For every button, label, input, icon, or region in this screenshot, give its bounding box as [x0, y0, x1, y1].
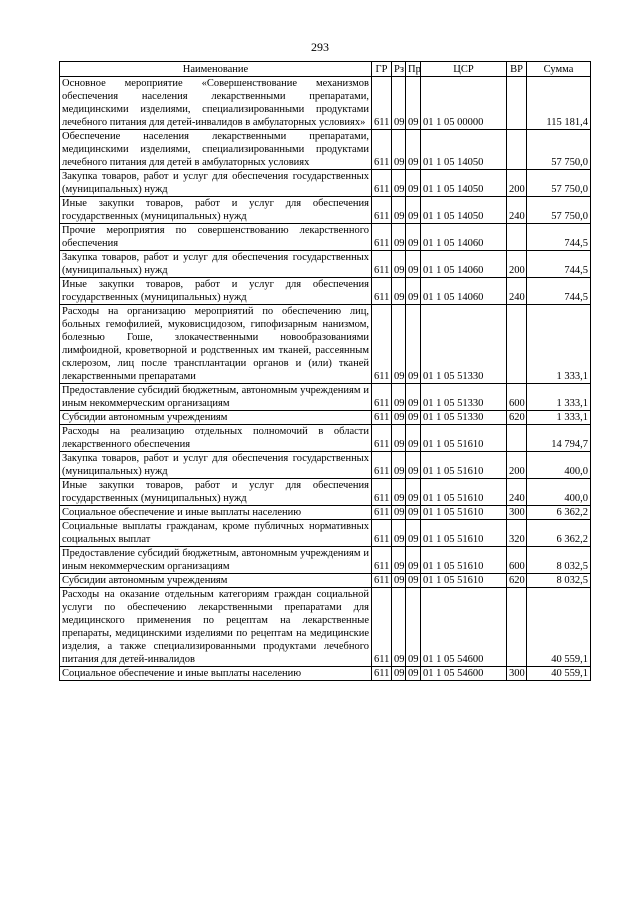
table-row	[60, 425, 591, 452]
row-csr: 01 1 05 14050	[421, 170, 507, 197]
row-csr: 01 1 05 14060	[421, 251, 507, 278]
row-rz: 09	[392, 278, 406, 305]
row-csr: 01 1 05 00000	[421, 77, 507, 130]
row-pr: 09	[406, 77, 421, 130]
row-name: Предоставление субсидий бюджетным, автономным учреждениям и иным некоммерческим организациям	[60, 547, 372, 574]
row-csr: 01 1 05 14050	[421, 197, 507, 224]
table-row	[60, 305, 591, 384]
table-row	[60, 77, 591, 130]
row-vr: 620	[507, 574, 527, 588]
row-pr: 09	[406, 130, 421, 170]
row-pr: 09	[406, 452, 421, 479]
row-csr: 01 1 05 51610	[421, 425, 507, 452]
row-vr: 620	[507, 411, 527, 425]
row-rz: 09	[392, 520, 406, 547]
row-gr: 611	[372, 305, 392, 384]
row-sum: 40 559,1	[527, 667, 591, 681]
row-name: Расходы на организацию мероприятий по обеспечению лиц, больных гемофилией, муковисцидозом, гипофизарным нанизмом, болезнью Гоше, злокачественными новообразованиями лимфоидной, кроветворной и родственных им тканей, рассеянным склерозом, лиц после трансплантации органов и (или) тканей лекарственными препаратами	[60, 305, 372, 384]
row-vr	[507, 305, 527, 384]
header-row	[60, 62, 591, 77]
row-gr: 611	[372, 130, 392, 170]
row-vr	[507, 224, 527, 251]
row-sum: 744,5	[527, 224, 591, 251]
row-csr: 01 1 05 51610	[421, 547, 507, 574]
row-name: Расходы на оказание отдельным категориям граждан социальной услуги по обеспечению лекарственными препаратами для медицинского применения по рецептам на лекарственные препараты, медицинскими изделиями по рецептам на медицинские изделия, а также специализированными продуктами лечебного питания для детей-инвалидов	[60, 588, 372, 667]
row-name: Иные закупки товаров, работ и услуг для обеспечения государственных (муниципальных) нужд	[60, 479, 372, 506]
row-pr: 09	[406, 305, 421, 384]
row-rz: 09	[392, 479, 406, 506]
row-name: Закупка товаров, работ и услуг для обеспечения государственных (муниципальных) нужд	[60, 251, 372, 278]
table-row	[60, 588, 591, 667]
row-sum: 115 181,4	[527, 77, 591, 130]
row-vr: 300	[507, 506, 527, 520]
row-pr: 09	[406, 278, 421, 305]
row-vr	[507, 588, 527, 667]
row-gr: 611	[372, 588, 392, 667]
row-gr: 611	[372, 224, 392, 251]
row-pr: 09	[406, 251, 421, 278]
row-rz: 09	[392, 130, 406, 170]
table-row	[60, 278, 591, 305]
row-name: Предоставление субсидий бюджетным, автономным учреждениям и иным некоммерческим организациям	[60, 384, 372, 411]
row-sum: 57 750,0	[527, 130, 591, 170]
row-name: Обеспечение населения лекарственными препаратами, медицинскими изделиями, специализированными продуктами лечебного питания для детей в амбулаторных условиях	[60, 130, 372, 170]
budget-table	[59, 61, 591, 681]
row-vr: 200	[507, 452, 527, 479]
row-vr: 600	[507, 384, 527, 411]
row-gr: 611	[372, 411, 392, 425]
row-sum: 1 333,1	[527, 305, 591, 384]
row-csr: 01 1 05 51610	[421, 479, 507, 506]
row-sum: 40 559,1	[527, 588, 591, 667]
table-row	[60, 452, 591, 479]
row-gr: 611	[372, 251, 392, 278]
header-gr: ГР	[372, 62, 392, 77]
row-rz: 09	[392, 425, 406, 452]
row-pr: 09	[406, 425, 421, 452]
row-pr: 09	[406, 479, 421, 506]
row-rz: 09	[392, 251, 406, 278]
row-vr: 200	[507, 251, 527, 278]
row-rz: 09	[392, 411, 406, 425]
row-sum: 1 333,1	[527, 411, 591, 425]
row-sum: 6 362,2	[527, 520, 591, 547]
row-gr: 611	[372, 170, 392, 197]
row-gr: 611	[372, 479, 392, 506]
row-pr: 09	[406, 574, 421, 588]
row-pr: 09	[406, 667, 421, 681]
row-name: Расходы на реализацию отдельных полномочий в области лекарственного обеспечения	[60, 425, 372, 452]
header-sum: Сумма	[527, 62, 591, 77]
row-vr	[507, 130, 527, 170]
row-vr: 240	[507, 197, 527, 224]
row-sum: 744,5	[527, 278, 591, 305]
row-sum: 1 333,1	[527, 384, 591, 411]
table-row	[60, 384, 591, 411]
table-row	[60, 574, 591, 588]
row-vr: 600	[507, 547, 527, 574]
row-csr: 01 1 05 14050	[421, 130, 507, 170]
row-gr: 611	[372, 384, 392, 411]
table-row	[60, 224, 591, 251]
row-pr: 09	[406, 197, 421, 224]
row-name: Социальное обеспечение и иные выплаты населению	[60, 667, 372, 681]
row-pr: 09	[406, 224, 421, 251]
table-row	[60, 547, 591, 574]
row-vr	[507, 425, 527, 452]
row-sum: 14 794,7	[527, 425, 591, 452]
row-name: Социальное обеспечение и иные выплаты населению	[60, 506, 372, 520]
row-csr: 01 1 05 51610	[421, 452, 507, 479]
table-row	[60, 197, 591, 224]
row-rz: 09	[392, 224, 406, 251]
row-name: Субсидии автономным учреждениям	[60, 574, 372, 588]
row-rz: 09	[392, 574, 406, 588]
row-vr	[507, 77, 527, 130]
row-gr: 611	[372, 197, 392, 224]
row-name: Закупка товаров, работ и услуг для обеспечения государственных (муниципальных) нужд	[60, 170, 372, 197]
row-gr: 611	[372, 77, 392, 130]
table-row	[60, 520, 591, 547]
row-name: Прочие мероприятия по совершенствованию лекарственного обеспечения	[60, 224, 372, 251]
table-row	[60, 411, 591, 425]
row-rz: 09	[392, 506, 406, 520]
row-pr: 09	[406, 547, 421, 574]
row-rz: 09	[392, 384, 406, 411]
row-rz: 09	[392, 77, 406, 130]
row-csr: 01 1 05 54600	[421, 588, 507, 667]
table-row	[60, 506, 591, 520]
row-pr: 09	[406, 384, 421, 411]
row-csr: 01 1 05 51610	[421, 574, 507, 588]
row-gr: 611	[372, 425, 392, 452]
row-gr: 611	[372, 506, 392, 520]
row-name: Иные закупки товаров, работ и услуг для обеспечения государственных (муниципальных) нужд	[60, 278, 372, 305]
row-csr: 01 1 05 14060	[421, 224, 507, 251]
row-sum: 8 032,5	[527, 574, 591, 588]
row-vr: 240	[507, 479, 527, 506]
row-sum: 400,0	[527, 479, 591, 506]
row-sum: 6 362,2	[527, 506, 591, 520]
row-rz: 09	[392, 170, 406, 197]
row-sum: 57 750,0	[527, 197, 591, 224]
row-vr: 300	[507, 667, 527, 681]
row-rz: 09	[392, 667, 406, 681]
row-vr: 240	[507, 278, 527, 305]
row-vr: 200	[507, 170, 527, 197]
row-vr: 320	[507, 520, 527, 547]
header-vr: ВР	[507, 62, 527, 77]
row-pr: 09	[406, 520, 421, 547]
row-sum: 8 032,5	[527, 547, 591, 574]
row-name: Закупка товаров, работ и услуг для обеспечения государственных (муниципальных) нужд	[60, 452, 372, 479]
table-row	[60, 479, 591, 506]
row-rz: 09	[392, 197, 406, 224]
header-name: Наименование	[60, 62, 372, 77]
row-gr: 611	[372, 520, 392, 547]
row-rz: 09	[392, 305, 406, 384]
row-csr: 01 1 05 51330	[421, 384, 507, 411]
page-number: 293	[311, 40, 329, 54]
row-csr: 01 1 05 51610	[421, 520, 507, 547]
row-pr: 09	[406, 411, 421, 425]
header-csr: ЦСР	[421, 62, 507, 77]
row-pr: 09	[406, 588, 421, 667]
row-gr: 611	[372, 278, 392, 305]
row-csr: 01 1 05 51330	[421, 411, 507, 425]
row-sum: 744,5	[527, 251, 591, 278]
row-csr: 01 1 05 54600	[421, 667, 507, 681]
row-gr: 611	[372, 452, 392, 479]
row-name: Основное мероприятие «Совершенствование механизмов обеспечения населения лекарственными препаратами, медицинскими изделиями, специализированными продуктами лечебного питания для детей-инвалидов в амбулаторных условиях»	[60, 77, 372, 130]
row-name: Субсидии автономным учреждениям	[60, 411, 372, 425]
row-rz: 09	[392, 547, 406, 574]
row-gr: 611	[372, 667, 392, 681]
row-gr: 611	[372, 574, 392, 588]
table-row	[60, 251, 591, 278]
row-sum: 57 750,0	[527, 170, 591, 197]
row-csr: 01 1 05 51330	[421, 305, 507, 384]
table-row	[60, 130, 591, 170]
row-name: Иные закупки товаров, работ и услуг для обеспечения государственных (муниципальных) нужд	[60, 197, 372, 224]
row-sum: 400,0	[527, 452, 591, 479]
row-csr: 01 1 05 51610	[421, 506, 507, 520]
row-name: Социальные выплаты гражданам, кроме публичных нормативных социальных выплат	[60, 520, 372, 547]
table-row	[60, 170, 591, 197]
row-pr: 09	[406, 170, 421, 197]
header-rz: Рз	[392, 62, 406, 77]
row-rz: 09	[392, 588, 406, 667]
row-rz: 09	[392, 452, 406, 479]
table-row	[60, 667, 591, 681]
row-gr: 611	[372, 547, 392, 574]
row-pr: 09	[406, 506, 421, 520]
header-pr: Пр	[406, 62, 421, 77]
row-csr: 01 1 05 14060	[421, 278, 507, 305]
